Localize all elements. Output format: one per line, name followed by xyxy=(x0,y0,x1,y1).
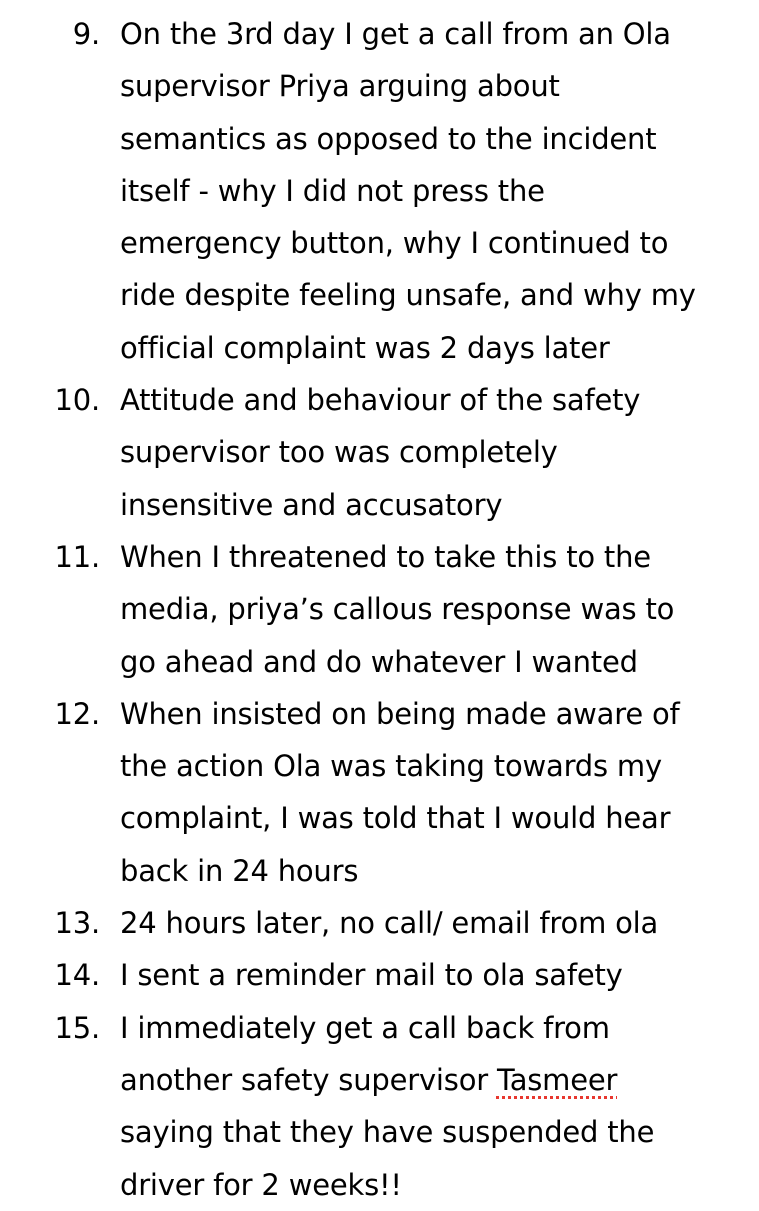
text-line: semantics as opposed to the incident xyxy=(120,121,657,156)
list-item-13 xyxy=(0,897,759,949)
text-line: I sent a reminder mail to ola safety xyxy=(120,958,623,993)
text-line: itself - why I did not press the xyxy=(120,173,545,208)
text-line: official complaint was 2 days later xyxy=(120,330,610,365)
text-line: media, priya’s callous response was to xyxy=(120,592,675,627)
list-item-15 xyxy=(0,1002,759,1211)
list-number: 14. xyxy=(54,958,100,993)
list-number: 15. xyxy=(54,1010,100,1045)
list-text xyxy=(120,1002,740,1211)
text-line: I immediately get a call back from xyxy=(120,1010,610,1045)
list-number: 9. xyxy=(72,17,100,51)
text-line-with-spellcheck xyxy=(120,1054,740,1106)
text-line: go ahead and do whatever I wanted xyxy=(120,644,638,679)
numbered-list xyxy=(0,8,759,1211)
text-line: ride despite feeling unsafe, and why my xyxy=(120,278,696,313)
text-line: back in 24 hours xyxy=(120,853,359,888)
text-line: 24 hours later, no call/ email from ola xyxy=(120,906,659,941)
list-item-9 xyxy=(0,8,759,374)
text-line: When insisted on being made aware of xyxy=(120,696,680,731)
list-text xyxy=(120,374,740,531)
list-text xyxy=(120,531,740,688)
list-text xyxy=(120,688,740,897)
list-item-11 xyxy=(0,531,759,688)
list-item-10 xyxy=(0,374,759,531)
text-line: complaint, I was told that I would hear xyxy=(120,801,671,836)
list-text xyxy=(120,8,740,374)
text-line: saying that they have suspended the xyxy=(120,1115,655,1150)
list-text xyxy=(120,897,740,949)
list-number: 10. xyxy=(54,383,100,418)
list-text xyxy=(120,949,740,1001)
list-number: 13. xyxy=(54,906,100,941)
text-line: driver for 2 weeks!! xyxy=(120,1167,402,1202)
text-line: When I threatened to take this to the xyxy=(120,539,651,574)
text-line: On the 3rd day I get a call from an Ola xyxy=(120,17,671,51)
list-number: 12. xyxy=(54,696,100,731)
list-item-14 xyxy=(0,949,759,1001)
list-number: 11. xyxy=(54,539,100,574)
text-line: supervisor Priya arguing about xyxy=(120,69,560,104)
list-item-12 xyxy=(0,688,759,897)
text-line: supervisor too was completely xyxy=(120,435,558,470)
text-line: the action Ola was taking towards my xyxy=(120,749,662,784)
text-line: emergency button, why I continued to xyxy=(120,226,669,261)
text-line: insensitive and accusatory xyxy=(120,487,503,522)
misspelled-word[interactable]: Tasmeer xyxy=(496,1062,618,1097)
text-fragment: another safety supervisor xyxy=(120,1062,497,1097)
text-line: Attitude and behaviour of the safety xyxy=(120,383,641,418)
